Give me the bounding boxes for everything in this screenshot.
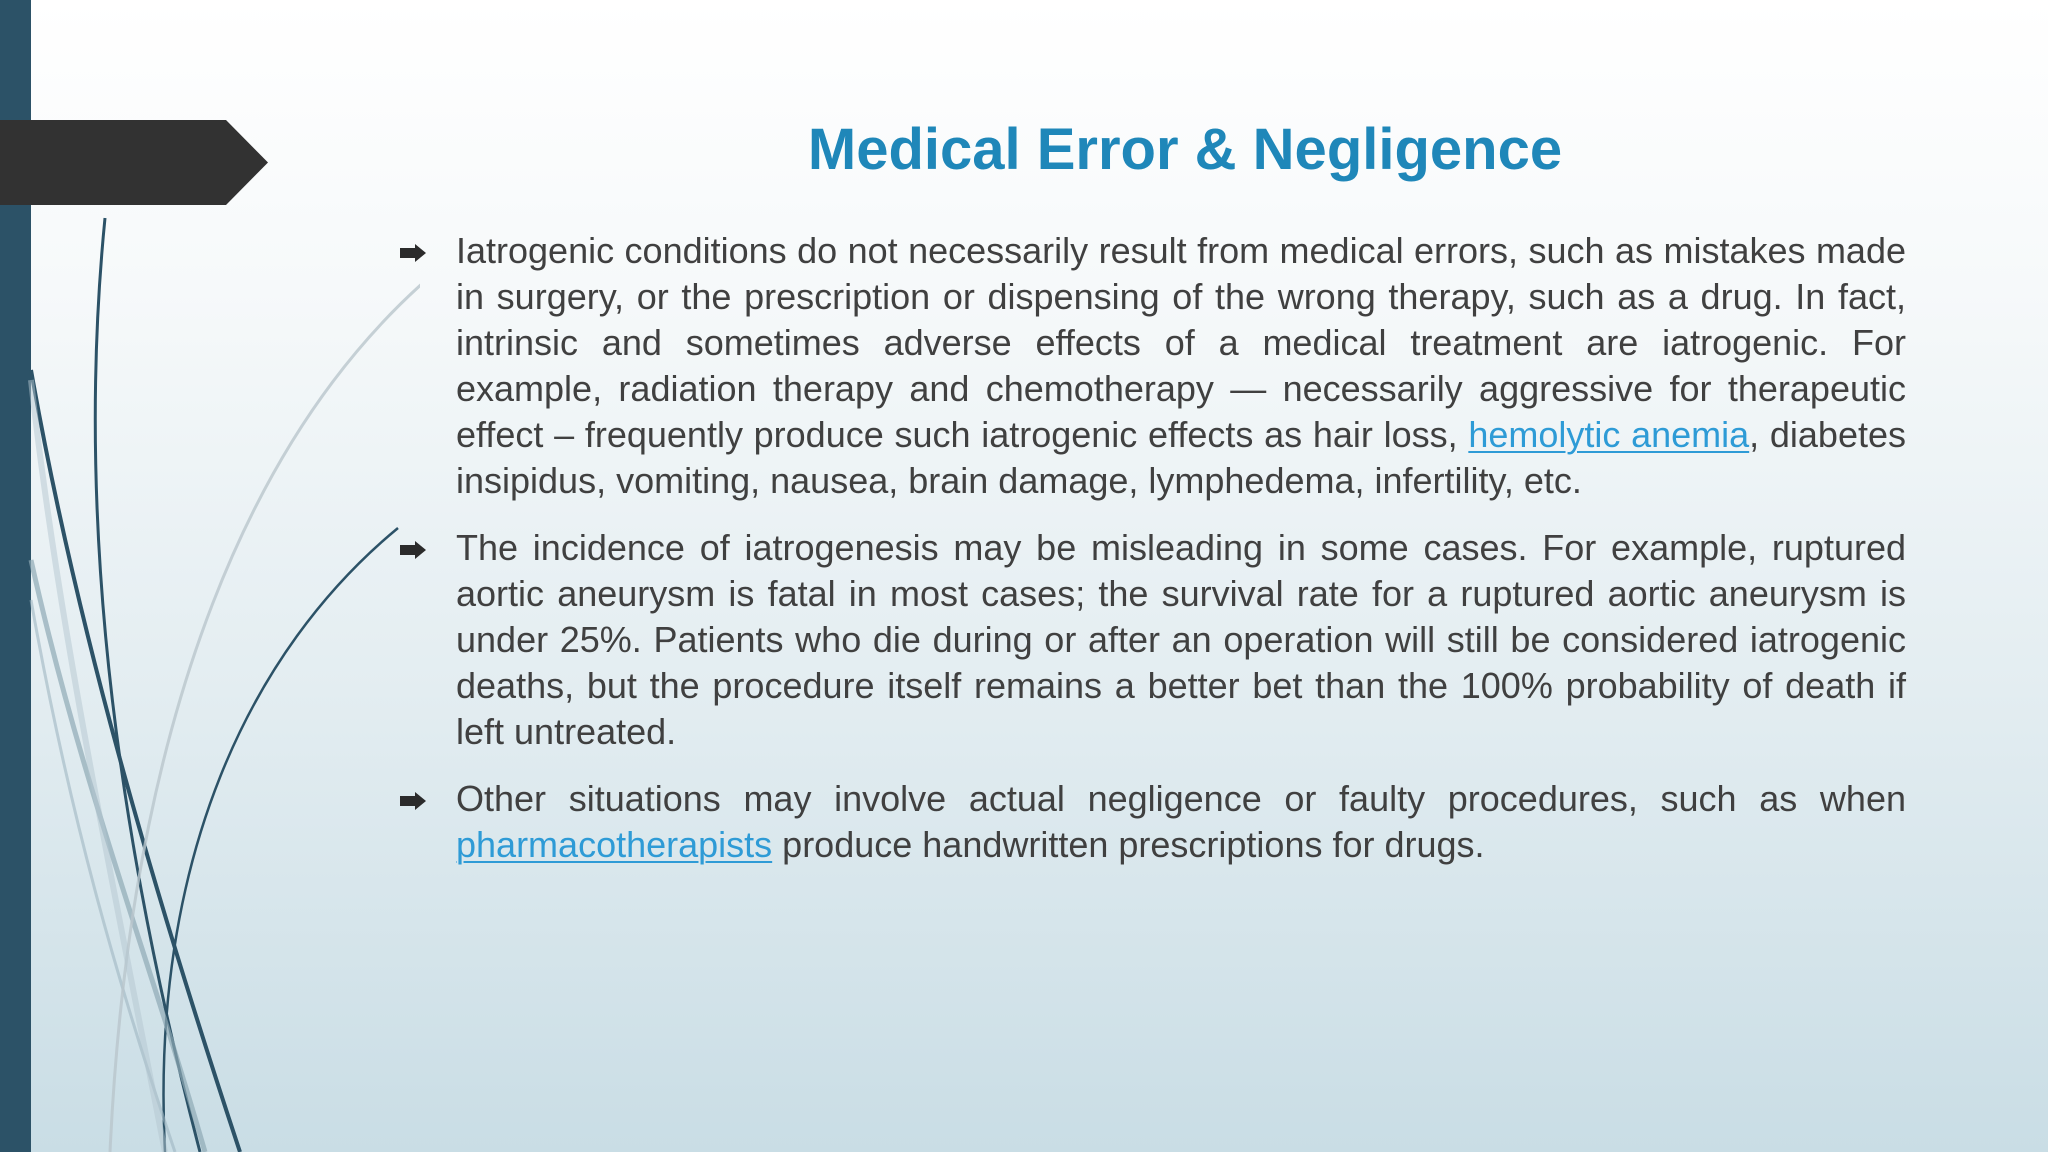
- bullet-1-text-after: , diabetes insipidus, vomiting, nausea, brain damage, lymphedema, infertility, etc.: [456, 414, 1906, 501]
- arrow-bullet-icon: [400, 792, 426, 810]
- bullet-text-3: [456, 776, 1906, 868]
- bullet-item-2: [396, 525, 1906, 755]
- bullet-item-3: [396, 776, 1906, 868]
- bullet-item-1: [396, 228, 1906, 504]
- slide-title: Medical Error & Negligence: [807, 117, 1563, 182]
- decor-curve-6: [110, 260, 420, 1152]
- bullet-list: [396, 228, 1906, 889]
- decor-curve-2: [164, 528, 398, 1152]
- arrow-bullet-icon: [400, 244, 426, 262]
- bullet-3-text-after: produce handwritten prescriptions for drugs.: [772, 824, 1485, 865]
- pharmacotherapists-link[interactable]: pharmacotherapists: [456, 824, 773, 865]
- bullet-text-2: The incidence of iatrogenesis may be misleading in some cases. For example, ruptured aortic aneurysm is fatal in most cases; the survival rate for a ruptured aortic aneurysm is under 25%. Patients who die during or after an operation will still be considered iatrogenic deaths, but the procedure itself remains a better bet than the 100% probability of death if left untreated.: [456, 527, 1906, 752]
- decor-curve-4: [31, 560, 205, 1152]
- bullet-3-text-before: Other situations may involve actual negligence or faulty procedures, such as when: [456, 778, 1906, 819]
- bullet-1-text-before: Iatrogenic conditions do not necessarily result from medical errors, such as mistakes made in surgery, or the prescription or dispensing of the wrong therapy, such as a drug. In fact, intrinsic and sometimes adverse effects of a medical treatment are iatrogenic. For example, radiation therapy and chemotherapy — necessarily aggressive for therapeutic effect – frequently produce such iatrogenic effects as hair loss,: [456, 230, 1906, 455]
- hemolytic-anemia-link[interactable]: hemolytic anemia: [1468, 414, 1750, 455]
- title-arrow-tab: [0, 120, 268, 205]
- arrow-bullet-icon: [400, 541, 426, 559]
- bullet-text-1: [456, 228, 1906, 504]
